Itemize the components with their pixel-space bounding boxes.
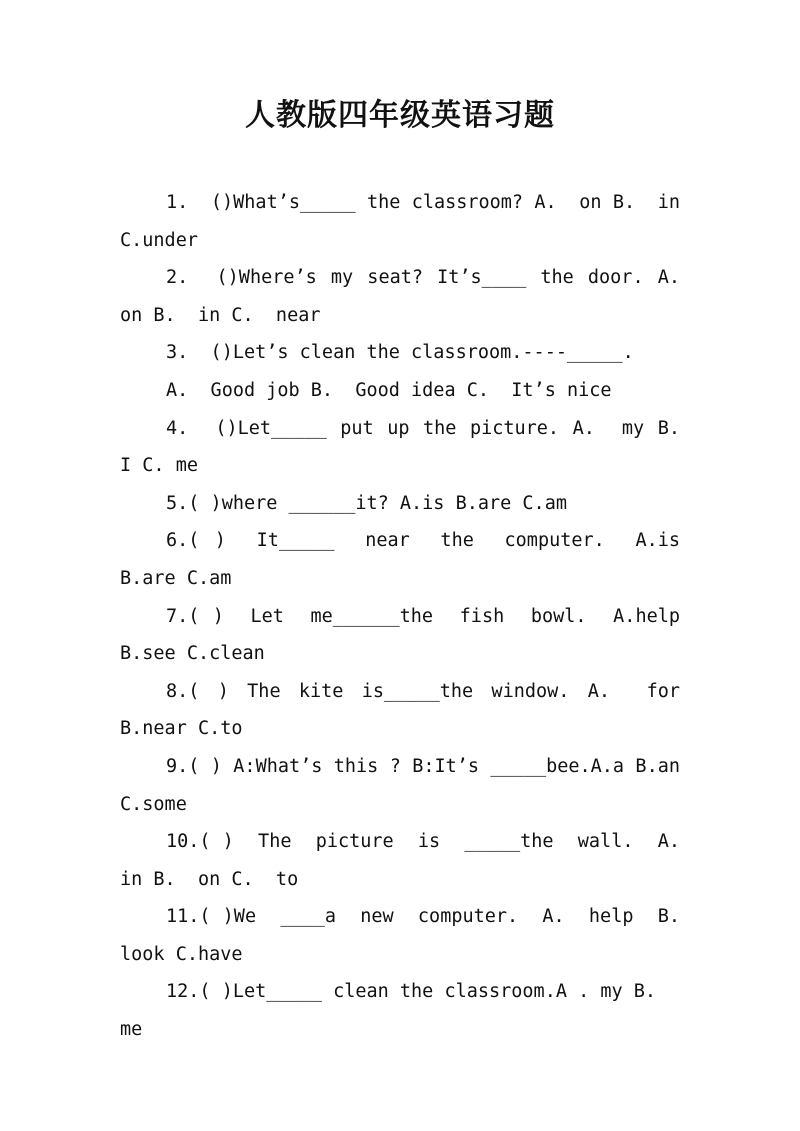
question-3: 3. ()Let’s clean the classroom.----_____. — [166, 342, 634, 364]
question-2: 2. ()Where’s my seat? It’s____ the door. A. on B. in C. near — [120, 267, 703, 326]
question-7: 7.( ) Let me______the fish bowl. A.help B.see C.clean — [120, 605, 692, 665]
question-1: 1. ()What’s_____ the classroom? A. on B. in C.under — [120, 192, 692, 251]
question-10: 10.( ) The picture is _____the wall. A. in B. on C. to — [120, 831, 703, 890]
question-11: 11.( )We ____a new computer. A. help B. look C.have — [120, 906, 703, 965]
question-9: 9.( ) A:What’s this ? B:It’s _____bee.A.a B.an C.some — [120, 755, 692, 815]
question-12: 12.( )Let_____ clean the classroom.A . my B. me — [120, 981, 679, 1041]
document-title: 人教版四年级英语习题 — [245, 98, 555, 133]
question-6: 6.( ) It_____ near the computer. A.is B.are C.am — [120, 530, 703, 589]
question-5: 5.( )where ______it? A.is B.are C.am — [166, 492, 567, 514]
question-3-options: A. Good job B. Good idea C. It’s nice — [166, 379, 612, 401]
question-8: 8.( ) The kite is_____the window. A. for B.near C.to — [120, 680, 692, 740]
question-list — [120, 184, 703, 1049]
question-4: 4. ()Let_____ put up the picture. A. my B. I C. me — [120, 417, 703, 477]
